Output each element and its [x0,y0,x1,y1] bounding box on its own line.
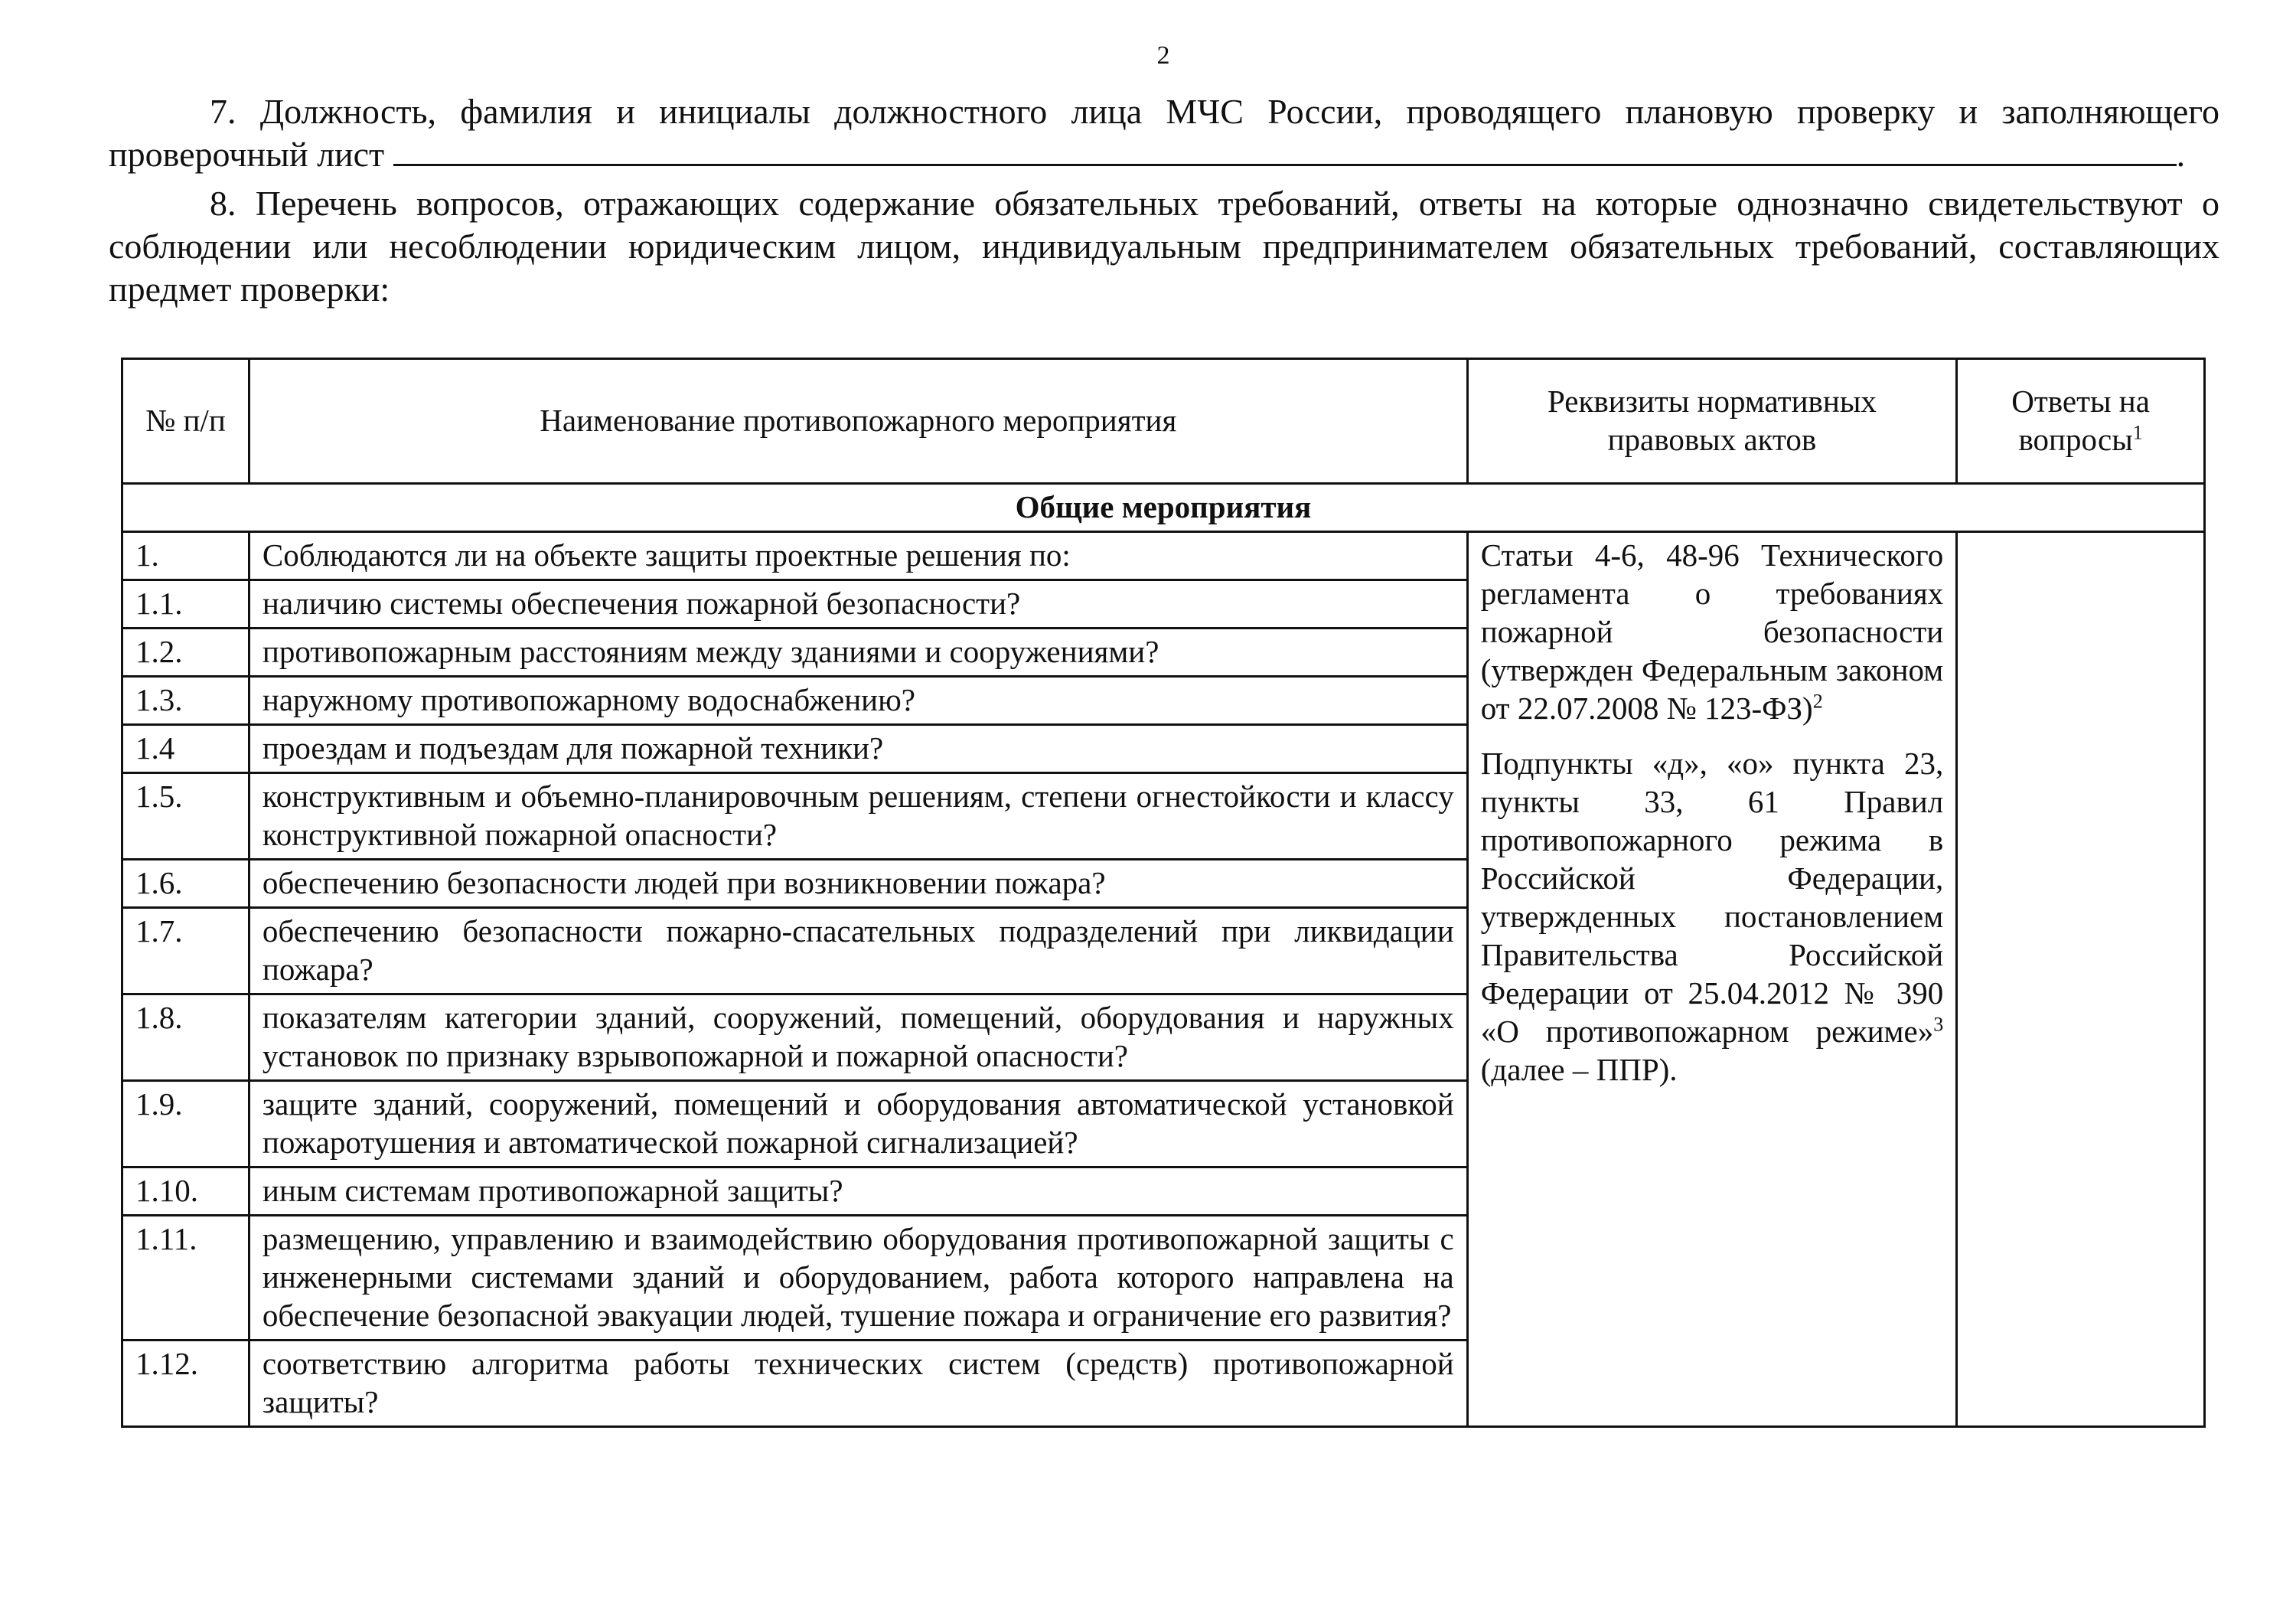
row-question: конструктивным и объемно-планировочным решениям, степени огнестойкости и классу конструктивной пожарной опасности? [249,773,1467,860]
row-question: иным системам противопожарной защиты? [249,1167,1467,1216]
row-number: 1.10. [122,1167,249,1216]
header-answers-footnote: 1 [2132,421,2143,444]
row-number: 1.1. [122,580,249,629]
row-number: 1.6. [122,860,249,908]
row-number: 1.7. [122,908,249,994]
header-name: Наименование противопожарного мероприятия [249,359,1467,484]
requisites-part-2 [1481,744,1944,1089]
requisites-part-2-tail: (далее – ППР). [1480,1052,1678,1087]
row-number: 1.8. [122,994,249,1081]
item-7-end: . [2176,135,2186,174]
inspector-fill-line[interactable] [393,133,2177,166]
item-7-paragraph [109,90,2219,176]
section-title: Общие мероприятия [122,484,2205,532]
item-8-paragraph: 8. Перечень вопросов, отражающих содержание обязательных требований, ответы на которые однозначно свидетельствуют о соблюдении или несоблюдении юридическим лицом, индивидуальным предпринимателем обязательных требований, составляющих предмет проверки: [109,184,2219,309]
requisites-part-1 [1481,536,1944,727]
row-number: 1.9. [122,1081,249,1167]
header-requisites: Реквизиты нормативных правовых актов [1467,359,1957,484]
requisites-cell [1467,532,1957,1427]
row-question: обеспечению безопасности людей при возникновении пожара? [249,860,1467,908]
header-answers [1957,359,2205,484]
footnote-2: 2 [1812,690,1823,713]
item-7-text: 7. Должность, фамилия и инициалы должностного лица МЧС России, проводящего плановую проверку и заполняющего проверочный лист [109,92,2219,174]
row-number: 1.3. [122,677,249,725]
row-question: обеспечению безопасности пожарно-спасательных подразделений при ликвидации пожара? [249,908,1467,994]
footnote-3: 3 [1933,1013,1944,1036]
intro-text [109,90,2219,311]
row-number: 1. [122,532,249,580]
row-question: наличию системы обеспечения пожарной безопасности? [249,580,1467,629]
row-number: 1.5. [122,773,249,860]
row-number: 1.4 [122,725,249,773]
answers-cell[interactable] [1957,532,2205,1427]
row-question: противопожарным расстояниям между зданиями и сооружениями? [249,629,1467,677]
header-answers-text: Ответы на вопросы [2011,384,2150,457]
row-question: показателям категории зданий, сооружений, помещений, оборудования и наружных установок по признаку взрывопожарной и пожарной опасности? [249,994,1467,1081]
section-row [122,484,2205,532]
row-question: соответствию алгоритма работы технических систем (средств) противопожарной защиты? [249,1341,1467,1427]
header-num: № п/п [122,359,249,484]
checklist-table [121,358,2206,1428]
table-row [122,532,2205,580]
row-number: 1.12. [122,1341,249,1427]
row-question: размещению, управлению и взаимодействию оборудования противопожарной защиты с инженерными системами зданий и оборудованием, работа которого направлена на обеспечение безопасной эвакуации людей, тушение пожара и ограничение его развития? [249,1216,1467,1341]
row-question: Соблюдаются ли на объекте защиты проектные решения по: [249,532,1467,580]
requisites-part-2-text: Подпункты «д», «о» пункта 23, пункты 33, 61 Правил противопожарного режима в Российской Федерации, утвержденных постановлением Правительства Российской Федерации от 25.04.2012 № 390 «О противопожарном режиме» [1480,746,1944,1049]
table-header-row [122,359,2205,484]
row-number: 1.11. [122,1216,249,1341]
requisites-part-1-text: Статьи 4-6, 48-96 Технического регламента о требованиях пожарной безопасности (утвержден Федеральным законом от 22.07.2008 № 123-ФЗ) [1480,537,1944,726]
row-number: 1.2. [122,629,249,677]
row-question: проездам и подъездам для пожарной техники? [249,725,1467,773]
row-question: наружному противопожарному водоснабжению? [249,677,1467,725]
row-question: защите зданий, сооружений, помещений и оборудования автоматической установкой пожаротушения и автоматической пожарной сигнализацией? [249,1081,1467,1167]
page-number: 2 [1156,41,1170,70]
